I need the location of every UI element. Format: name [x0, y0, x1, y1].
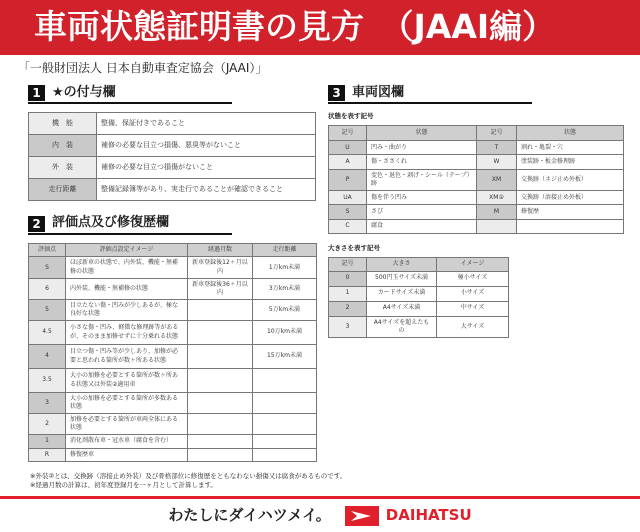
- image: 大サイズ: [437, 316, 509, 337]
- header-row: [329, 257, 509, 271]
- criteria-description: 整備記録簿等があり、実走行であることが確認できること: [97, 179, 316, 201]
- mileage: [253, 393, 317, 414]
- section-title: 評価点及び修復歴欄: [52, 215, 170, 231]
- page-title: 車両状態証明書の見方 （JAAI編）: [0, 0, 640, 55]
- elapsed-months: [188, 435, 253, 448]
- header-row: [329, 125, 624, 140]
- symbol: 3: [329, 316, 367, 337]
- elapsed-months: 新車登録後36ヶ月以内: [188, 278, 253, 299]
- score: 5: [29, 299, 66, 320]
- mileage: 3万km未満: [253, 278, 317, 299]
- column-header: 経過月数: [188, 244, 253, 257]
- elapsed-months: [188, 414, 253, 435]
- state: 変色・退色・剥げ・シール（テープ）跡: [367, 169, 477, 190]
- description: 内外装、機能・無補修の状態: [66, 278, 188, 299]
- symbol: UA: [329, 190, 367, 204]
- description: 小さな傷・凹み、軽微な修理跡等があるが、そのまま加修せずに十分乗れる状態: [66, 321, 188, 345]
- table-row: [29, 345, 317, 369]
- criteria-name: 外 装: [29, 157, 97, 179]
- left-column: [28, 77, 316, 462]
- description: 加修を必要とする箇所が車両全体にある状態: [66, 414, 188, 435]
- state-symbols-table: [328, 125, 624, 234]
- table-row: [329, 205, 624, 219]
- symbol: [477, 219, 517, 233]
- brand-logo: [345, 506, 472, 526]
- size: カードサイズ未満: [367, 286, 437, 301]
- symbol: XM②: [477, 190, 517, 204]
- slogan-logo: わたしにダイハツメイ。: [168, 506, 331, 525]
- mileage: 15万km未満: [253, 345, 317, 369]
- table-row: [29, 321, 317, 345]
- state: 交換跡（ネジ止め外板）: [517, 169, 624, 190]
- criteria-name: 機 能: [29, 113, 97, 135]
- criteria-name: 内 装: [29, 135, 97, 157]
- symbol: T: [477, 140, 517, 154]
- description: 大小の加修を必要とする箇所が数ヶ所ある状態又は外装②適用車: [66, 369, 188, 393]
- content-columns: [0, 77, 640, 462]
- size: 500円玉サイズ未満: [367, 271, 437, 286]
- column-header: イメージ: [437, 257, 509, 271]
- symbol: 1: [329, 286, 367, 301]
- score: 2: [29, 414, 66, 435]
- size-symbols-table: [328, 257, 509, 338]
- table-row: [29, 257, 317, 278]
- mileage: 1万km未満: [253, 257, 317, 278]
- organization-subtitle: 「一般財団法人 日本自動車査定協会（JAAI）」: [18, 61, 268, 75]
- score-table: [28, 243, 317, 461]
- elapsed-months: [188, 393, 253, 414]
- brand-name: DAIHATSU: [385, 506, 472, 525]
- elapsed-months: [188, 345, 253, 369]
- score: S: [29, 257, 66, 278]
- table-row: [329, 219, 624, 233]
- table-row: [29, 179, 316, 201]
- state: 塗装跡・板金修理跡: [517, 155, 624, 169]
- symbol: XM: [477, 169, 517, 190]
- table-row: [329, 301, 509, 316]
- criteria-description: 整備、保証付きであること: [97, 113, 316, 135]
- symbol: P: [329, 169, 367, 190]
- elapsed-months: 新車登録後12ヶ月以内: [188, 257, 253, 278]
- daihatsu-logo-icon: [345, 506, 379, 526]
- state: さび: [367, 205, 477, 219]
- section-3-heading: [328, 85, 532, 105]
- table-row: [29, 414, 317, 435]
- column-header: 評価点: [29, 244, 66, 257]
- column-header: 記号: [477, 125, 517, 140]
- mileage: 5万km未満: [253, 299, 317, 320]
- symbol: M: [477, 205, 517, 219]
- table-row: [329, 155, 624, 169]
- score: 4: [29, 345, 66, 369]
- table-row: [29, 113, 316, 135]
- section-2-heading: [28, 215, 232, 235]
- right-column: [328, 77, 623, 338]
- table-row: [329, 140, 624, 154]
- description: 大小の加修を必要とする箇所が多数ある状態: [66, 393, 188, 414]
- mileage: [253, 448, 317, 461]
- elapsed-months: [188, 299, 253, 320]
- column-header: 状態: [367, 125, 477, 140]
- state: 修復歴: [517, 205, 624, 219]
- criteria-description: 補修の必要な目立つ損傷がないこと: [97, 157, 316, 179]
- table-row: [29, 157, 316, 179]
- star-criteria-table: [28, 112, 316, 201]
- note: ※外装②とは、交換跡（溶接止め外装）及び骨格部位に修復歴をともなわない損傷又は腐食があるものです。: [30, 471, 347, 480]
- score: 3: [29, 393, 66, 414]
- description: 目立つ傷・凹み等が少しあり、加修が必要と思われる箇所が数ヶ所ある状態: [66, 345, 188, 369]
- symbol: S: [329, 205, 367, 219]
- score: 1: [29, 435, 66, 448]
- size: A4サイズを超えたもの: [367, 316, 437, 337]
- mileage: 10万km未満: [253, 321, 317, 345]
- state: 傷を伴う凹み: [367, 190, 477, 204]
- section-title: ★の付与欄: [52, 84, 116, 100]
- symbol: 0: [329, 271, 367, 286]
- column-header: 記号: [329, 125, 367, 140]
- column-header: 状態: [517, 125, 624, 140]
- table-row: [29, 448, 317, 461]
- table-row: [329, 190, 624, 204]
- column-header: 記号: [329, 257, 367, 271]
- symbol: 2: [329, 301, 367, 316]
- image: 中サイズ: [437, 301, 509, 316]
- symbol: U: [329, 140, 367, 154]
- state: 割れ・亀裂・穴: [517, 140, 624, 154]
- mileage: [253, 414, 317, 435]
- description: 消化剤散布車・冠水車（腐食を含む）: [66, 435, 188, 448]
- description: 目立たない傷・凹みが少しあるが、極な良好な状態: [66, 299, 188, 320]
- table-row: [329, 316, 509, 337]
- section-number: 2: [28, 216, 45, 232]
- size-symbols-label: 大きさを表す記号: [328, 244, 380, 253]
- section-number: 3: [328, 85, 345, 101]
- score: 6: [29, 278, 66, 299]
- image: 極小サイズ: [437, 271, 509, 286]
- section-number: 1: [28, 85, 45, 101]
- criteria-description: 補修の必要な目立つ損傷、悪臭等がないこと: [97, 135, 316, 157]
- mileage: [253, 369, 317, 393]
- score: 4.5: [29, 321, 66, 345]
- section-1-heading: [28, 85, 232, 105]
- header-row: [29, 244, 317, 257]
- table-row: [29, 435, 317, 448]
- state: 凹み・曲がり: [367, 140, 477, 154]
- symbol: A: [329, 155, 367, 169]
- image: 小サイズ: [437, 286, 509, 301]
- state-symbols-label: 状態を表す記号: [328, 112, 374, 121]
- score: 3.5: [29, 369, 66, 393]
- table-row: [29, 278, 317, 299]
- description: 修復歴車: [66, 448, 188, 461]
- table-row: [329, 169, 624, 190]
- table-row: [329, 271, 509, 286]
- elapsed-months: [188, 448, 253, 461]
- elapsed-months: [188, 321, 253, 345]
- section-title: 車両図欄: [352, 84, 405, 100]
- notes: [30, 472, 640, 490]
- elapsed-months: [188, 369, 253, 393]
- mileage: [253, 435, 317, 448]
- size: A4サイズ未満: [367, 301, 437, 316]
- score: R: [29, 448, 66, 461]
- symbol: W: [477, 155, 517, 169]
- table-row: [29, 369, 317, 393]
- note: ※経過月数の計算は、初年度登録月を一ヶ月として計算します。: [30, 480, 217, 489]
- state: 交換跡（溶接止め外板）: [517, 190, 624, 204]
- column-header: 評価点設定イメージ: [66, 244, 188, 257]
- table-row: [29, 299, 317, 320]
- column-header: 走行距離: [253, 244, 317, 257]
- state: 腐食: [367, 219, 477, 233]
- description: ほぼ新車の状態で、内外装、機能・無補修の状態: [66, 257, 188, 278]
- column-header: 大きさ: [367, 257, 437, 271]
- table-row: [329, 286, 509, 301]
- table-row: [29, 393, 317, 414]
- state: [517, 219, 624, 233]
- criteria-name: 走行距離: [29, 179, 97, 201]
- footer: [0, 499, 640, 532]
- table-row: [29, 135, 316, 157]
- state: 傷・ささくれ: [367, 155, 477, 169]
- symbol: C: [329, 219, 367, 233]
